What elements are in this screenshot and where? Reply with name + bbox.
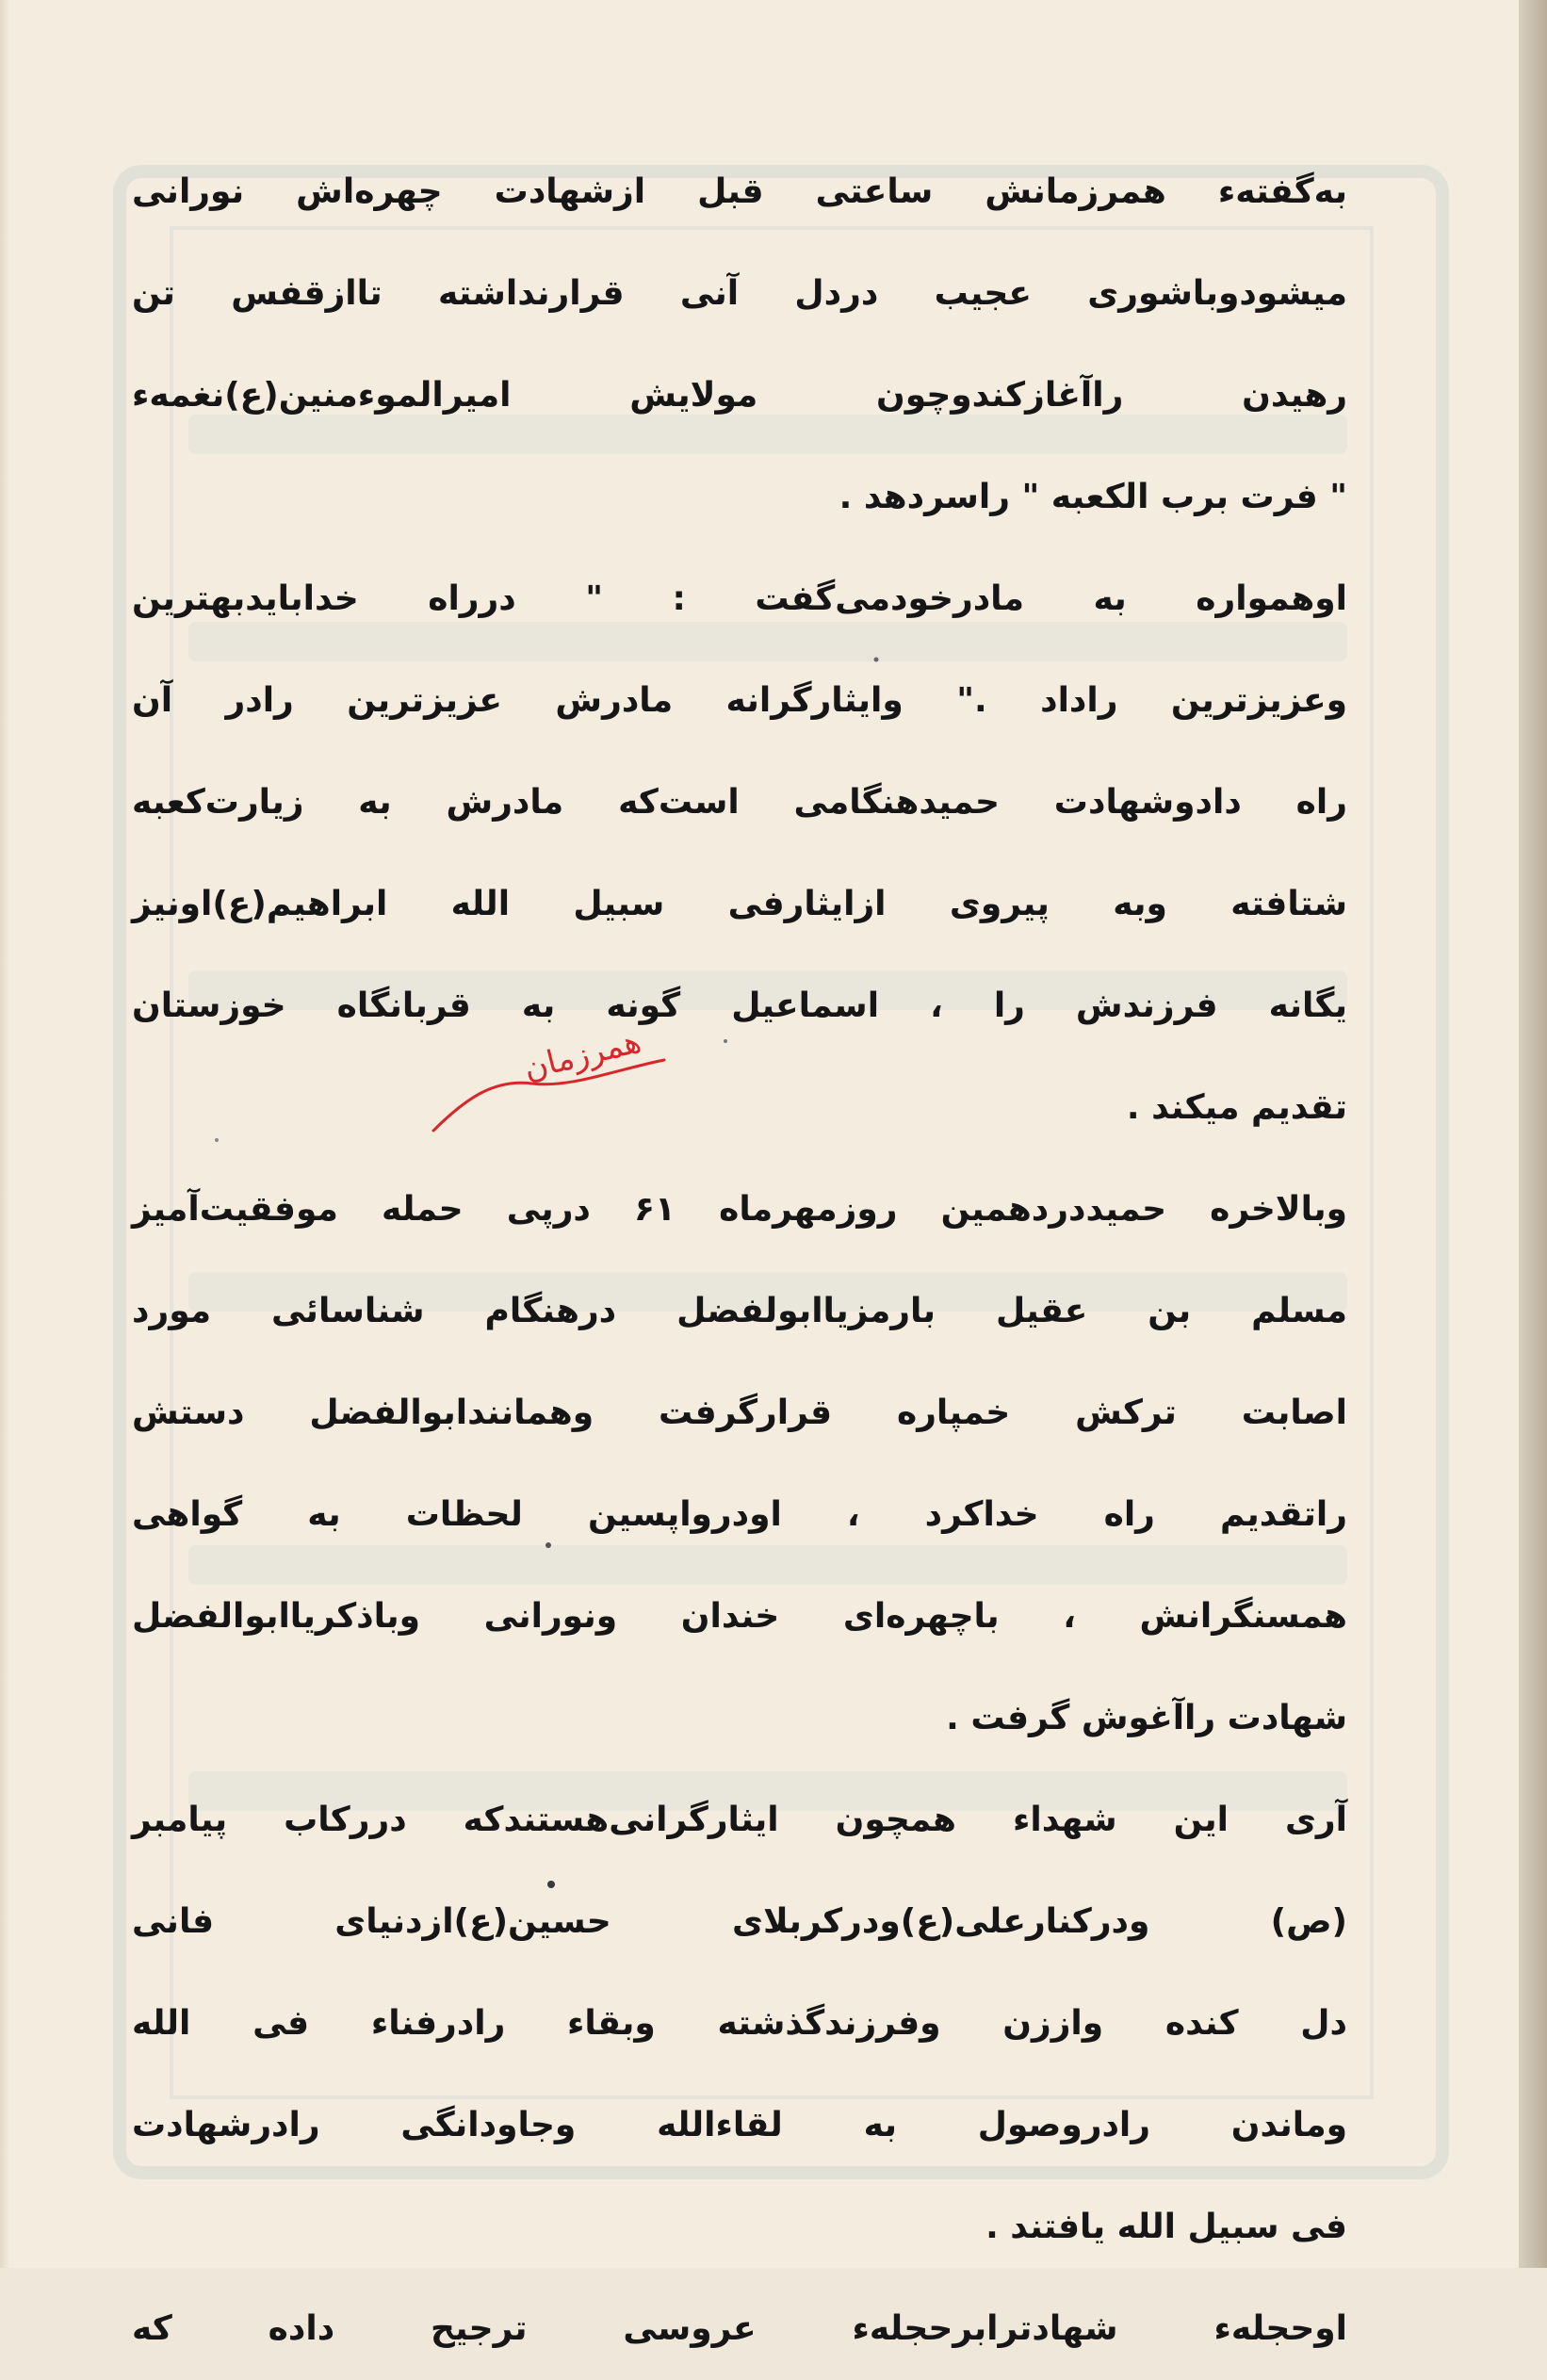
text-line: راتقدیم راه خداکرد ، اودرواپسین لحظات به گواهی: [132, 1495, 1347, 1534]
text-line: (ص) ودرکنارعلی(ع)ودرکربلای حسین(ع)ازدنیای فانی: [132, 1902, 1347, 1941]
text-line: راه دادوشهادت حمیدهنگامی است‌که مادرش به زیارت‌کعبه: [132, 783, 1347, 822]
text-line: اوهمواره به مادرخودمی‌گفت : " درراه خدابایدبهترین: [132, 579, 1347, 618]
text-line: وماندن رادروصول به لقاءالله وجاودانگی رادرشهادت: [132, 2106, 1347, 2144]
text-line: میشودوباشوری عجیب دردل آنی قرارنداشته تاازقفس تن: [132, 274, 1347, 313]
text-line: " فرت برب الکعبه " راسردهد .: [839, 478, 1347, 516]
text-line: وعزیزترین راداد ." وایثارگرانه مادرش عزیزترین رادر آن: [132, 681, 1347, 720]
text-line: شهادت راآغوش گرفت .: [946, 1699, 1347, 1737]
text-line: آری این شهداء همچون ایثارگرانی‌هستندکه دررکاب پیامبر: [132, 1801, 1347, 1839]
text-line: مسلم بن عقیل بارمزیاابولفضل درهنگام شناسائی مورد: [132, 1292, 1347, 1330]
text-line: به‌گفته‌ء همرزمانش ساعتی قبل ازشهادت چهره‌اش نورانی: [132, 172, 1347, 211]
text-line: یگانه فرزندش را ، اسماعیل گونه به قربانگاه خوزستان: [132, 986, 1347, 1025]
text-line: اصابت ترکش خمپاره قرارگرفت وهمانندابوالفضل دستش: [132, 1394, 1347, 1432]
text-line: شتافته وبه پیروی ازایثارفی سبیل الله ابراهیم(ع)اونیز: [132, 885, 1347, 923]
text-line: وبالاخره حمیددردهمین روزمهرماه ۶۱ درپی حمله موفقیت‌آمیز: [132, 1190, 1347, 1229]
text-line: تقدیم میکند .: [1126, 1088, 1347, 1127]
handwritten-annotation: همرزمان: [520, 1022, 645, 1088]
text-line: دل کنده واززن وفرزندگذشته وبقاء رادرفناء فی الله: [132, 2004, 1347, 2043]
text-line: همسنگرانش ، باچهره‌ای خندان ونورانی وباذکریاابوالفضل: [132, 1597, 1347, 1636]
text-line: اوحجله‌ء شهادترابرحجله‌ء عروسی ترجیح داده که: [132, 2309, 1347, 2348]
text-line: فی سبیل الله یافتند .: [985, 2208, 1347, 2246]
text-line: رهیدن راآغازکندوچون مولایش امیرالموءمنین(ع)نغمه‌ء: [132, 376, 1347, 415]
